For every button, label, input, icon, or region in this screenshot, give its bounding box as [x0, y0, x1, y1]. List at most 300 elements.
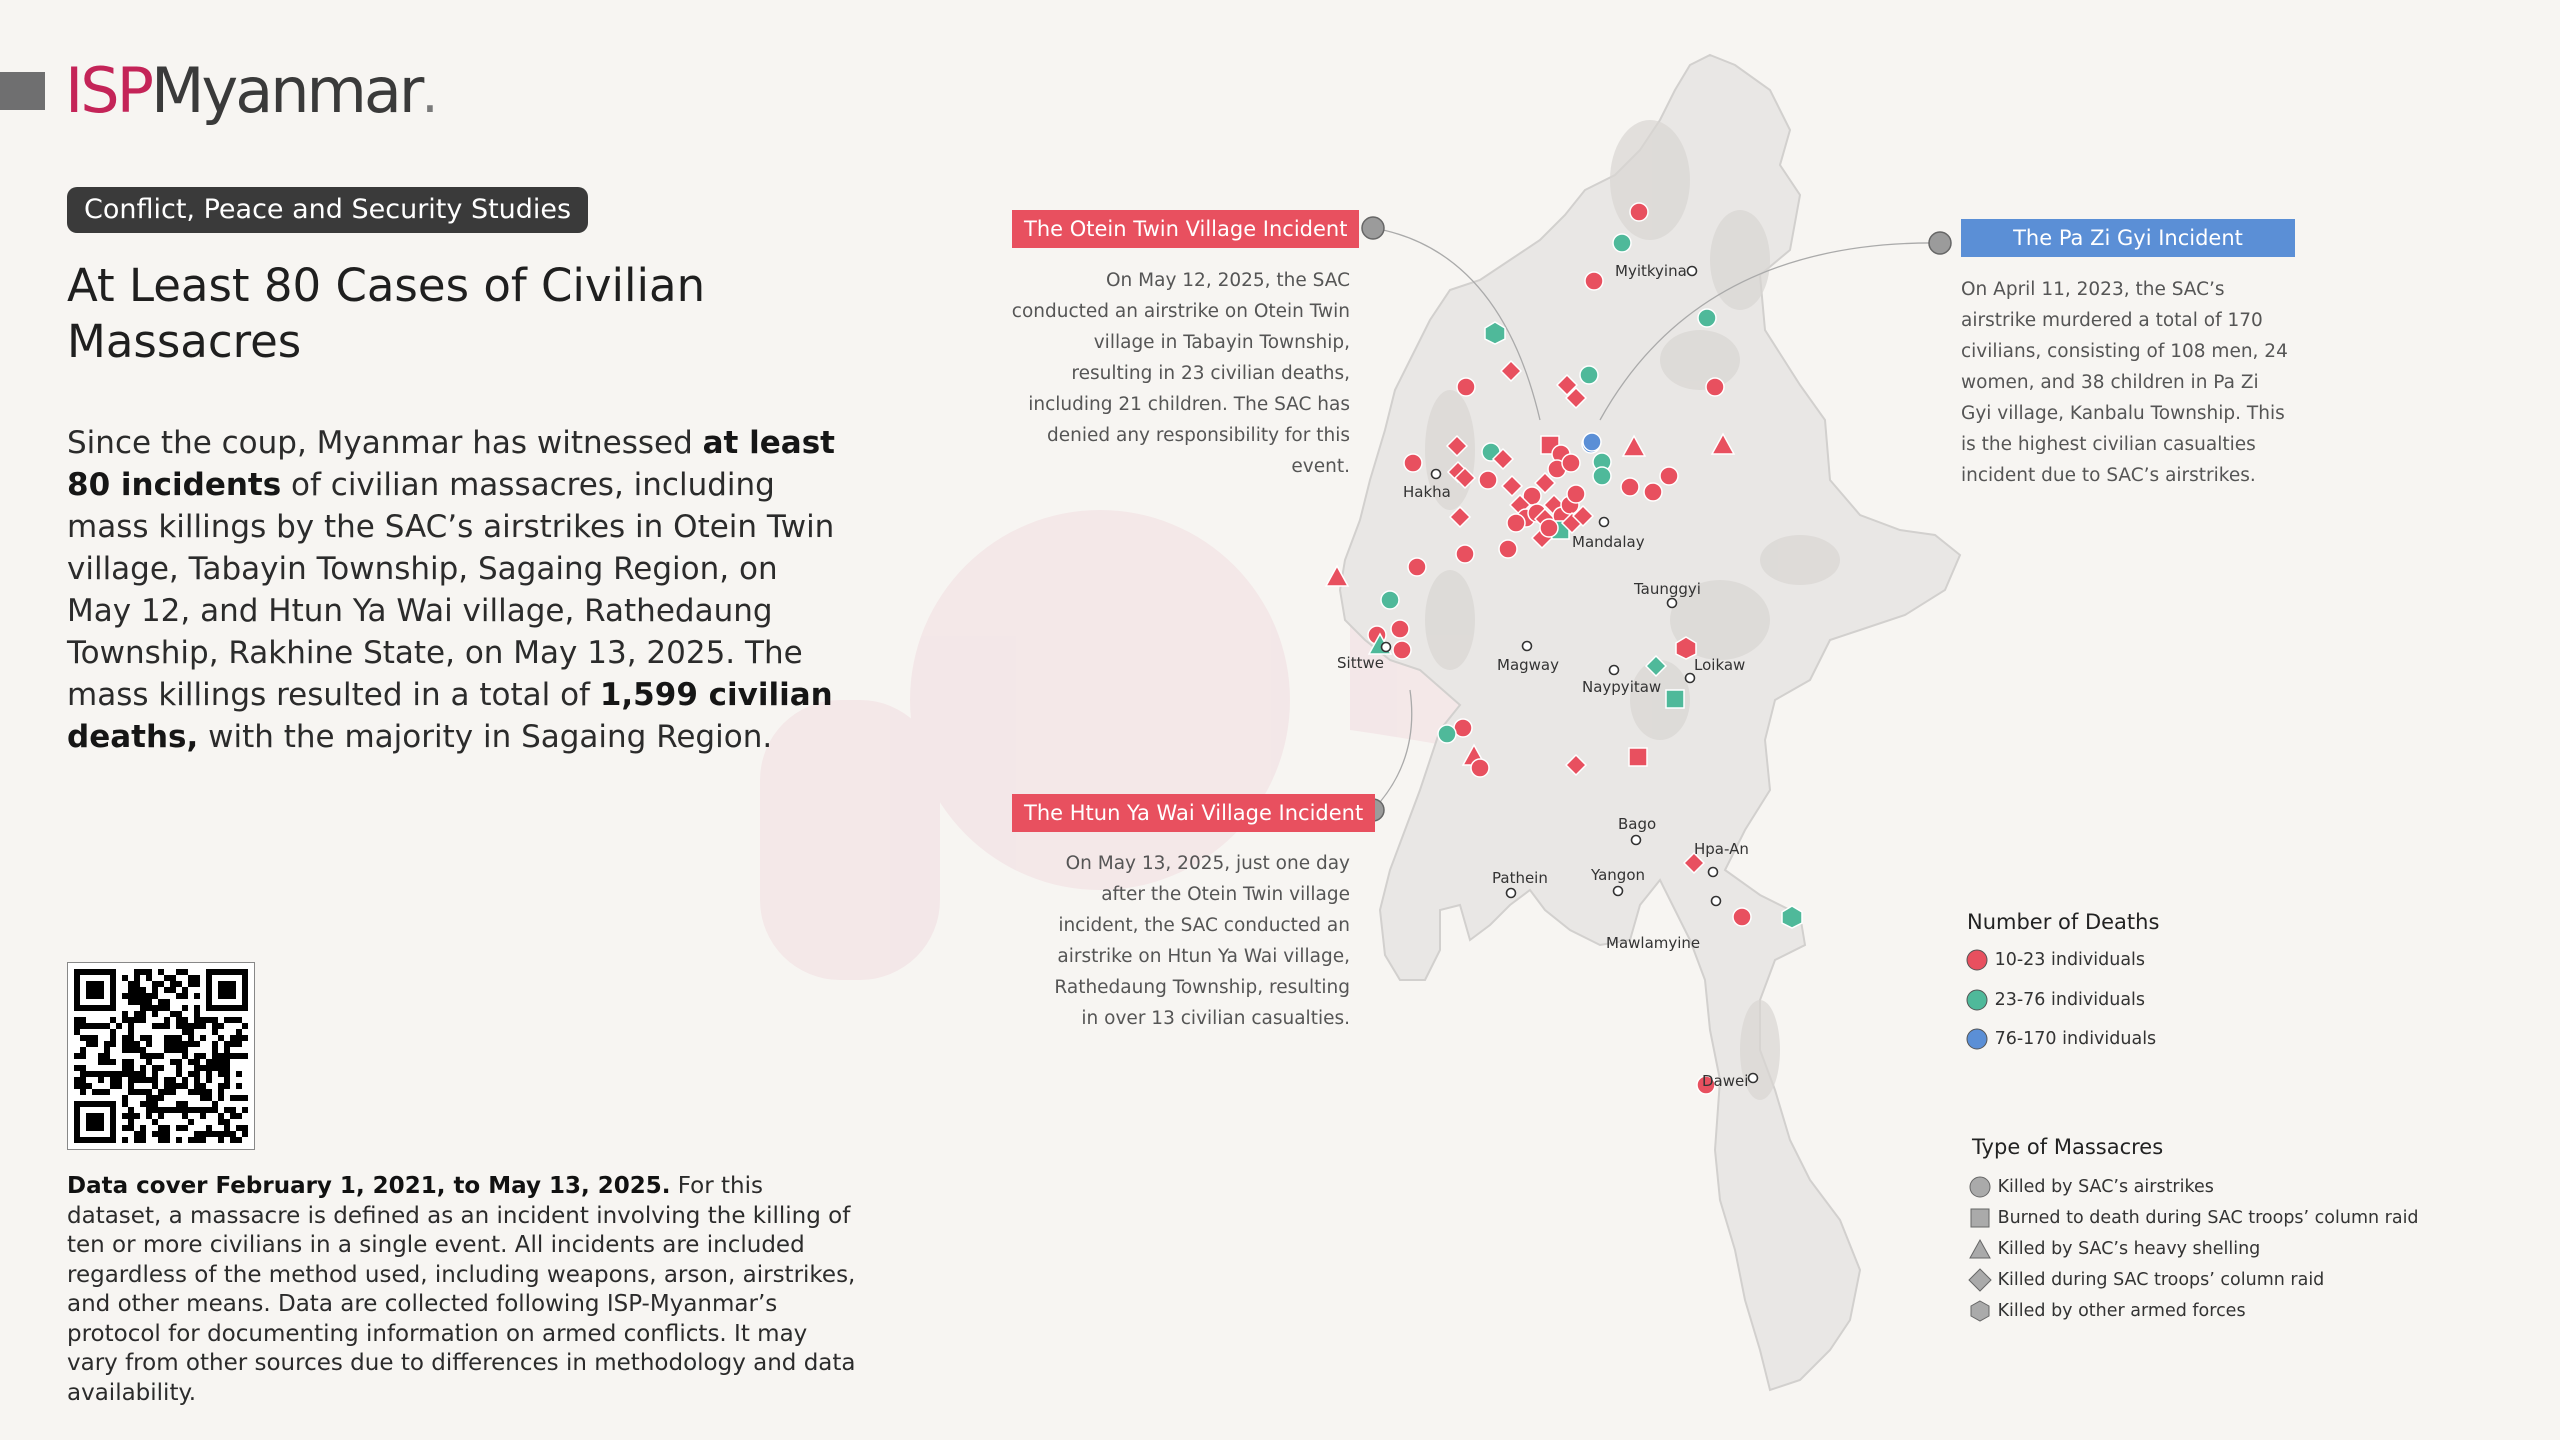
qr-module	[128, 1059, 134, 1065]
qr-module	[158, 1107, 164, 1113]
city-label: Myitkyina	[1615, 262, 1687, 280]
lead-bold-1: at least 80 incidents	[67, 425, 835, 503]
qr-module	[152, 1119, 158, 1125]
qr-module	[128, 993, 134, 999]
city-label: Dawei	[1702, 1072, 1749, 1090]
qr-module	[206, 1131, 212, 1137]
legend-type-item	[1968, 1206, 2419, 1230]
qr-module	[140, 1077, 146, 1083]
incident-marker	[1733, 908, 1751, 926]
legend-deaths-title: Number of Deaths	[1967, 910, 2160, 934]
legend-label: 10-23 individuals	[1994, 950, 2146, 970]
qr-module	[146, 993, 152, 999]
qr-finder	[86, 1113, 104, 1131]
qr-module	[158, 969, 164, 975]
qr-module	[176, 1047, 182, 1053]
qr-module	[146, 1041, 152, 1047]
qr-module	[242, 1095, 248, 1101]
qr-module	[170, 1041, 176, 1047]
logo-dot: .	[421, 62, 436, 125]
qr-module	[224, 1131, 230, 1137]
qr-module	[218, 1089, 224, 1095]
qr-module	[182, 993, 188, 999]
qr-module	[128, 1023, 134, 1029]
qr-module	[194, 981, 200, 987]
legend-label: Killed by other armed forces	[1997, 1301, 2246, 1321]
qr-module	[140, 1125, 146, 1131]
qr-module	[134, 999, 140, 1005]
qr-module	[104, 1041, 110, 1047]
qr-module	[86, 1083, 92, 1089]
qr-module	[158, 1089, 164, 1095]
qr-module	[122, 993, 128, 999]
qr-module	[128, 1035, 134, 1041]
qr-module	[236, 1071, 242, 1077]
qr-module	[230, 1107, 236, 1113]
qr-module	[200, 1053, 206, 1059]
incident-marker	[1471, 759, 1489, 777]
qr-module	[146, 1107, 152, 1113]
qr-module	[200, 1137, 206, 1143]
qr-module	[218, 1137, 224, 1143]
qr-module	[134, 1047, 140, 1053]
city-label: Mawlamyine	[1606, 934, 1701, 952]
qr-module	[236, 1035, 242, 1041]
qr-code[interactable]	[67, 962, 255, 1150]
qr-module	[140, 1011, 146, 1017]
legend-label: Killed during SAC troops’ column raid	[1997, 1270, 2325, 1290]
qr-module	[236, 1095, 242, 1101]
teal-circle-icon	[1965, 988, 1989, 1012]
legend-type-item	[1968, 1299, 2246, 1323]
qr-module	[116, 1077, 122, 1083]
legend-deaths-item	[1965, 948, 2145, 972]
qr-module	[98, 1077, 104, 1083]
qr-module	[98, 1059, 104, 1065]
qr-module	[134, 1113, 140, 1119]
qr-module	[206, 1077, 212, 1083]
qr-module	[140, 1101, 146, 1107]
qr-module	[224, 1065, 230, 1071]
qr-module	[182, 1017, 188, 1023]
qr-module	[212, 1047, 218, 1053]
qr-module	[134, 993, 140, 999]
qr-module	[104, 1047, 110, 1053]
qr-module	[146, 1089, 152, 1095]
qr-module	[92, 1035, 98, 1041]
qr-module	[140, 969, 146, 975]
qr-module	[182, 1125, 188, 1131]
qr-module	[98, 1089, 104, 1095]
qr-module	[128, 1089, 134, 1095]
incident-marker	[1567, 485, 1585, 503]
qr-module	[176, 1017, 182, 1023]
qr-module	[146, 969, 152, 975]
qr-module	[122, 975, 128, 981]
diamond-icon	[1968, 1268, 1992, 1292]
qr-module	[218, 1035, 224, 1041]
legend-types-title: Type of Massacres	[1972, 1135, 2164, 1159]
qr-module	[116, 1071, 122, 1077]
qr-module	[188, 1071, 194, 1077]
qr-module	[188, 981, 194, 987]
incident-marker	[1621, 478, 1639, 496]
qr-module	[122, 1113, 128, 1119]
qr-module	[146, 1053, 152, 1059]
qr-module	[80, 1017, 86, 1023]
qr-module	[152, 1083, 158, 1089]
qr-module	[152, 1107, 158, 1113]
qr-module	[212, 1131, 218, 1137]
circle-icon	[1968, 1175, 1992, 1199]
qr-module	[182, 1083, 188, 1089]
qr-module	[224, 1107, 230, 1113]
pazigyi-callout-title: The Pa Zi Gyi Incident	[1961, 219, 2295, 257]
qr-module	[200, 1065, 206, 1071]
lead-paragraph	[67, 422, 837, 758]
qr-module	[86, 1035, 92, 1041]
legend-type-item	[1968, 1268, 2324, 1292]
qr-module	[218, 1053, 224, 1059]
qr-module	[224, 1071, 230, 1077]
incident-marker	[1613, 234, 1631, 252]
qr-module	[194, 1011, 200, 1017]
qr-module	[188, 1035, 194, 1041]
incident-marker	[1644, 483, 1662, 501]
qr-module	[242, 1107, 248, 1113]
qr-module	[182, 969, 188, 975]
qr-module	[110, 1029, 116, 1035]
qr-module	[182, 1041, 188, 1047]
qr-module	[170, 987, 176, 993]
qr-module	[212, 1041, 218, 1047]
qr-module	[164, 1089, 170, 1095]
city-label: Pathein	[1492, 869, 1548, 887]
city-label: Loikaw	[1694, 656, 1746, 674]
qr-module	[164, 975, 170, 981]
qr-module	[206, 1095, 212, 1101]
qr-module	[200, 1095, 206, 1101]
qr-module	[80, 1083, 86, 1089]
square-icon	[1968, 1206, 1992, 1230]
qr-module	[164, 999, 170, 1005]
legend-label: Killed by SAC’s heavy shelling	[1997, 1239, 2261, 1259]
qr-module	[164, 1035, 170, 1041]
qr-module	[134, 1131, 140, 1137]
qr-module	[140, 1071, 146, 1077]
lead-text-2: of civilian massacres, including mass killings by the SAC’s airstrikes in Otein Twin village, Tabayin Township, Sagaing Region, on May 12, and Htun Ya Wai village, Rathedaung Township, Rakhine State, on May 13, 2025. The mass killings resulted in a total of	[67, 467, 835, 713]
qr-module	[122, 1035, 128, 1041]
qr-module	[176, 1035, 182, 1041]
qr-module	[158, 1095, 164, 1101]
qr-module	[128, 1017, 134, 1023]
note-text: For this dataset, a massacre is defined as an incident involving the killing of ten or more civilians in a single event. All incidents are included regardless of the method used, including weapons, arson, airstrikes, and other means. Data are collected following ISP-Myanmar’s protocol for documenting information on armed conflicts. It may vary from other sources due to differences in methodology and data availability.	[67, 1173, 856, 1406]
legend-label: Killed by SAC’s airstrikes	[1997, 1177, 2214, 1197]
qr-module	[218, 1023, 224, 1029]
qr-module	[104, 1059, 110, 1065]
qr-module	[158, 1005, 164, 1011]
incident-marker	[1706, 378, 1724, 396]
qr-module	[146, 1077, 152, 1083]
qr-module	[194, 1131, 200, 1137]
qr-module	[122, 1071, 128, 1077]
incident-marker	[1408, 558, 1426, 576]
legend-label: 76-170 individuals	[1994, 1029, 2157, 1049]
qr-module	[236, 1113, 242, 1119]
otein-anchor	[1362, 217, 1384, 239]
qr-module	[170, 1035, 176, 1041]
qr-module	[110, 1017, 116, 1023]
qr-module	[80, 1077, 86, 1083]
qr-module	[236, 1125, 242, 1131]
qr-module	[200, 1083, 206, 1089]
qr-module	[128, 999, 134, 1005]
qr-module	[212, 1101, 218, 1107]
qr-module	[194, 975, 200, 981]
city-label: Mandalay	[1572, 533, 1645, 551]
qr-module	[140, 987, 146, 993]
qr-module	[218, 1119, 224, 1125]
qr-module	[128, 1119, 134, 1125]
qr-module	[104, 1089, 110, 1095]
qr-module	[152, 1071, 158, 1077]
isp-logo[interactable]	[65, 54, 436, 127]
qr-module	[98, 1071, 104, 1077]
city-label: Taunggyi	[1634, 580, 1701, 598]
qr-module	[176, 1107, 182, 1113]
otein-callout-text: On May 12, 2025, the SAC conducted an airstrike on Otein Twin village in Tabayin Township, resulting in 23 civilian deaths, including 21 children. The SAC has denied any responsibility for this event.	[1011, 270, 1350, 477]
qr-module	[230, 1095, 236, 1101]
qr-module	[224, 1077, 230, 1083]
city-label: Yangon	[1591, 866, 1646, 884]
qr-module	[122, 1125, 128, 1131]
qr-module	[218, 1131, 224, 1137]
qr-module	[86, 1023, 92, 1029]
qr-module	[164, 1131, 170, 1137]
incident-marker	[1391, 620, 1409, 638]
qr-module	[188, 1059, 194, 1065]
qr-module	[182, 1023, 188, 1029]
qr-module	[236, 1017, 242, 1023]
page-title: At Least 80 Cases of Civilian Massacres	[67, 259, 706, 368]
qr-module	[170, 1083, 176, 1089]
qr-module	[158, 1137, 164, 1143]
qr-module	[176, 1125, 182, 1131]
qr-module	[134, 969, 140, 975]
qr-module	[158, 1125, 164, 1131]
qr-module	[194, 993, 200, 999]
qr-module	[242, 1023, 248, 1029]
qr-module	[206, 1017, 212, 1023]
qr-module	[164, 1005, 170, 1011]
qr-module	[164, 1125, 170, 1131]
qr-module	[236, 1041, 242, 1047]
qr-module	[104, 1023, 110, 1029]
legend-type-item	[1968, 1237, 2260, 1261]
qr-module	[182, 1107, 188, 1113]
qr-module	[110, 1041, 116, 1047]
qr-module	[200, 1017, 206, 1023]
qr-module	[230, 1131, 236, 1137]
qr-module	[170, 1107, 176, 1113]
incident-marker	[1381, 591, 1399, 609]
qr-module	[134, 1011, 140, 1017]
qr-module	[146, 1113, 152, 1119]
qr-module	[224, 1047, 230, 1053]
qr-finder	[86, 981, 104, 999]
qr-module	[200, 1131, 206, 1137]
qr-module	[242, 1131, 248, 1137]
qr-module	[122, 1101, 128, 1107]
qr-module	[110, 1035, 116, 1041]
qr-module	[74, 1053, 80, 1059]
qr-module	[110, 1077, 116, 1083]
qr-module	[140, 1035, 146, 1041]
qr-module	[164, 987, 170, 993]
qr-module	[140, 1137, 146, 1143]
qr-module	[74, 1065, 80, 1071]
qr-module	[194, 1017, 200, 1023]
qr-module	[194, 1077, 200, 1083]
qr-module	[218, 1083, 224, 1089]
incident-marker	[1630, 203, 1648, 221]
legend-deaths-item	[1965, 1027, 2156, 1051]
qr-module	[212, 1053, 218, 1059]
qr-module	[128, 1047, 134, 1053]
qr-module	[152, 1053, 158, 1059]
qr-module	[122, 1041, 128, 1047]
qr-module	[134, 975, 140, 981]
qr-module	[218, 1071, 224, 1077]
qr-module	[200, 1107, 206, 1113]
qr-module	[212, 1107, 218, 1113]
qr-module	[188, 975, 194, 981]
qr-module	[80, 1071, 86, 1077]
qr-module	[194, 1059, 200, 1065]
qr-module	[206, 1071, 212, 1077]
qr-module	[86, 1071, 92, 1077]
qr-module	[146, 999, 152, 1005]
qr-module	[158, 1053, 164, 1059]
qr-module	[212, 1065, 218, 1071]
city-label: Bago	[1618, 815, 1657, 833]
qr-module	[206, 1065, 212, 1071]
qr-module	[170, 981, 176, 987]
incident-marker	[1660, 467, 1678, 485]
qr-module	[224, 1053, 230, 1059]
qr-module	[134, 1017, 140, 1023]
qr-module	[140, 1065, 146, 1071]
qr-module	[206, 1059, 212, 1065]
qr-module	[188, 1089, 194, 1095]
qr-module	[152, 1131, 158, 1137]
qr-module	[128, 1083, 134, 1089]
qr-module	[194, 1041, 200, 1047]
qr-module	[218, 1059, 224, 1065]
qr-module	[92, 1041, 98, 1047]
incident-marker	[1457, 378, 1475, 396]
qr-module	[146, 1005, 152, 1011]
qr-module	[242, 1053, 248, 1059]
qr-module	[224, 1119, 230, 1125]
qr-module	[212, 1059, 218, 1065]
qr-module	[80, 1047, 86, 1053]
qr-module	[176, 1011, 182, 1017]
incident-marker	[1583, 433, 1601, 451]
qr-module	[164, 1137, 170, 1143]
qr-module	[74, 1023, 80, 1029]
logo-isp: ISP	[65, 54, 152, 127]
legend-label: 23-76 individuals	[1994, 990, 2146, 1010]
qr-module	[146, 1035, 152, 1041]
incident-marker	[1499, 540, 1517, 558]
qr-module	[122, 1137, 128, 1143]
qr-module	[140, 1005, 146, 1011]
qr-module	[74, 1017, 80, 1023]
qr-module	[152, 993, 158, 999]
incident-marker	[1393, 641, 1411, 659]
qr-module	[74, 1077, 80, 1083]
qr-module	[128, 1077, 134, 1083]
qr-module	[74, 1083, 80, 1089]
qr-module	[176, 1137, 182, 1143]
qr-module	[230, 1017, 236, 1023]
qr-module	[152, 1077, 158, 1083]
qr-module	[140, 1047, 146, 1053]
qr-module	[128, 987, 134, 993]
htun-callout-text: On May 13, 2025, just one day after the Otein Twin village incident, the SAC conducted an airstrike on Htun Ya Wai village, Rathedaung Township, resulting in over 13 civilian casualties.	[1054, 853, 1350, 1029]
qr-module	[176, 1083, 182, 1089]
qr-module	[110, 1071, 116, 1077]
methodology-note	[67, 1172, 857, 1408]
qr-module	[146, 1101, 152, 1107]
qr-module	[224, 1125, 230, 1131]
incident-marker	[1666, 690, 1684, 708]
qr-module	[170, 1089, 176, 1095]
qr-module	[170, 1047, 176, 1053]
note-bold: Data cover February 1, 2021, to May 13, 2025.	[67, 1173, 671, 1199]
incident-marker	[1585, 272, 1603, 290]
qr-module	[182, 1005, 188, 1011]
qr-module	[158, 1065, 164, 1071]
incident-marker	[1562, 454, 1580, 472]
qr-module	[128, 1065, 134, 1071]
qr-module	[236, 1029, 242, 1035]
qr-module	[188, 1119, 194, 1125]
qr-module	[164, 1023, 170, 1029]
qr-module	[122, 1095, 128, 1101]
qr-module	[170, 1011, 176, 1017]
qr-module	[194, 1053, 200, 1059]
qr-module	[158, 1023, 164, 1029]
qr-module	[218, 1065, 224, 1071]
qr-module	[80, 1023, 86, 1029]
qr-module	[230, 1035, 236, 1041]
qr-module	[188, 1029, 194, 1035]
qr-module	[182, 1029, 188, 1035]
qr-module	[206, 1089, 212, 1095]
qr-module	[104, 1053, 110, 1059]
qr-module	[194, 1005, 200, 1011]
qr-module	[230, 1113, 236, 1119]
qr-module	[236, 1137, 242, 1143]
qr-module	[98, 1023, 104, 1029]
triangle-icon	[1968, 1237, 1992, 1261]
qr-module	[194, 1065, 200, 1071]
incident-marker	[1507, 514, 1525, 532]
qr-module	[194, 1083, 200, 1089]
qr-module	[188, 1137, 194, 1143]
